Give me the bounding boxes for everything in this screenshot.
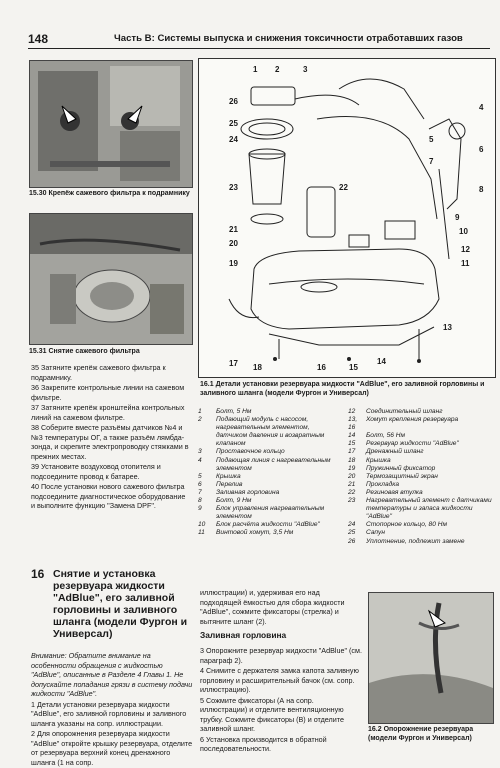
legend-item [348,489,494,497]
legend-text: Крышка [366,456,391,464]
legend-number: 24 [348,521,356,529]
legend-item [198,473,334,481]
legend-item [198,505,334,521]
legend-number: 18 [348,456,356,464]
legend-number: 8 [198,497,202,505]
callout-3: 3 [303,65,308,74]
legend-item [198,416,334,448]
callout-7: 7 [429,157,434,166]
legend-text: Сапун [366,529,385,537]
callout-12: 12 [461,245,470,254]
left-steps [31,363,191,512]
legend-text: Подающая линия с нагревательным элементом [216,456,331,472]
legend-item [348,529,494,537]
section-16-body [31,651,193,768]
legend-item [198,489,334,497]
legend-number: 6 [198,480,202,488]
callout-16: 16 [317,363,326,372]
caption-15-30: 15.30 Крепёж сажевого фильтра к подрамнику [29,190,190,197]
legend-number: 15 [348,440,356,448]
section-number: 16 [31,567,45,581]
photo-15-30 [29,60,193,188]
legend-text: Болт, 9 Нм [216,497,252,505]
callout-11: 11 [461,259,470,268]
legend-number: 11 [198,529,205,537]
legend-item [198,481,334,489]
callout-10: 10 [459,227,468,236]
legend-text: Блок управления нагревательным элементом [216,505,325,521]
step-36: 36 Закрепите контрольные линии на сажевом фильтре. [31,383,185,402]
legend-text: Хомут крепления резервуара [366,416,459,424]
middle-text [200,588,362,627]
photo-15-30-illustration [30,61,192,187]
legend-item [348,521,494,529]
section-title: Снятие и установка резервуара жидкости "AdBlue", его заливной горловины и заливного шланга (модели Фургон и Универсал) [53,568,188,640]
legend-text: Стопорное кольцо, 80 Нм [366,521,447,529]
callout-20: 20 [229,239,238,248]
callout-18: 18 [253,363,262,372]
callout-6: 6 [479,145,484,154]
exploded-diagram-16-1 [198,58,496,378]
legend-number: 21 [348,480,356,488]
step-40: 40 После установки нового сажевого фильтра подсоедините диагностическое оборудование и выполните функцию "Замена DPF". [31,482,186,510]
callout-9: 9 [455,213,460,222]
warning-text: Внимание: Обратите внимание на особенности обращения с жидкостью "AdBlue", описанные в Разделе 4 Главы 1. Не допускайте попадания грязи в систему подачи жидкости "AdBlue". [31,651,193,698]
legend-number: 5 [198,472,202,480]
legend-number: 26 [348,537,356,545]
running-head: Часть В: Системы выпуска и снижения токсичности отработавших газов [114,33,463,44]
legend-item [198,529,334,537]
legend-item [348,408,494,416]
photo-16-2 [368,592,494,724]
continuation-text: иллюстрации) и, удерживая его над подходящей ёмкостью для сбора жидкости "AdBlue", сожмите фиксаторы (стрелка) и вытяните шланг (2). [200,588,345,626]
step-39: 39 Установите воздуховод отопителя и подсоедините провод к батарее. [31,462,161,481]
page-number: 148 [28,32,49,46]
legend-text: Дренажный шланг [366,448,424,456]
legend-text: Крышка [216,472,241,480]
mid-step-3: 3 Опорожните резервуар жидкости "AdBlue" (см. параграф 2). [200,646,362,665]
legend-item [348,448,494,456]
legend-item [348,481,494,489]
legend-item [348,457,494,465]
legend-text: Подающий модуль с насосом, нагревательным элементом, датчиком давления и возвратным клапаном [216,416,325,448]
caption-15-31: 15.31 Снятие сажевого фильтра [29,348,140,355]
legend-left-column [198,408,334,538]
legend-text: Заливная горловина [216,488,280,496]
legend-number: 4 [198,456,202,464]
photo-15-31-illustration [30,214,192,344]
legend-item [348,473,494,481]
callout-22: 22 [339,183,348,192]
legend-number: 25 [348,529,356,537]
legend-number: 2 [198,416,202,424]
filler-neck-steps [200,646,362,755]
callout-1: 1 [253,65,258,74]
legend-text: Блок расчёта жидкости "AdBlue" [216,521,320,529]
callout-5: 5 [429,135,434,144]
legend-item [348,465,494,473]
callout-14: 14 [377,357,386,366]
legend-number: 10 [198,521,206,529]
caption-16-1: 16.1 Детали установки резервуара жидкости "AdBlue", его заливной горловины и заливного шланга (модели Фургон и Универсал) [200,381,485,397]
legend-item [198,408,334,416]
sec16-step-1: 1 Детали установки резервуара жидкости "AdBlue", его заливной горловины и заливного шланга указаны на сопр. иллюстрации. [31,699,187,728]
callout-8: 8 [479,185,484,194]
step-37: 37 Затяните крепёж кронштейна контрольных линий на сажевом фильтре. [31,403,185,422]
mid-step-6: 6 Установка производится в обратной последовательности. [200,734,327,753]
mid-step-5: 5 Сожмите фиксаторы (А на сопр. иллюстрации) и отделите вентиляционную трубку. Сожмите фиксаторы (В) и отделите заливной шланг. [200,695,344,733]
legend-number: 13, 16 [348,416,358,432]
legend-text: Прокладка [366,480,400,488]
legend-number: 1 [198,408,202,415]
legend-text: Соединительный шланг [366,408,443,415]
legend-item [198,448,334,456]
callout-2: 2 [275,65,280,74]
callout-21: 21 [229,225,238,234]
legend-number: 20 [348,472,356,480]
legend-text: Термозащитный экран [366,472,438,480]
legend-number: 9 [198,505,202,513]
legend-number: 17 [348,448,356,456]
legend-text: Болт, 56 Нм [366,432,406,440]
page-header [28,32,490,49]
step-38: 38 Соберите вместе разъёмы датчиков №4 и №3 температуры ОГ, а также разъём лямбда-зонда, и скрепите электропроводку стяжками в прежних местах. [31,423,189,461]
mid-step-4: 4 Снимите с держателя замка капота заливную горловину и расширительный бачок (см. сопр. иллюстрацию). [200,666,359,694]
legend-text: Резиновая втулка [366,488,423,496]
legend-text: Резервуар жидкости "AdBlue" [366,440,459,448]
caption-16-2: 16.2 Опорожнение резервуара (модели Фургон и Универсал) [368,726,474,742]
sec16-step-2: 2 Для опорожнения резервуара жидкости "AdBlue" откройте крышку резервуара, отделите от резервуара верхний конец дренажного шланга (1 на сопр. [31,729,193,767]
section-16-heading [31,568,197,638]
legend-item [348,416,494,432]
legend-number: 22 [348,488,356,496]
callout-4: 4 [479,103,484,112]
legend-item [348,497,494,521]
legend-right-column [348,408,494,546]
callout-13: 13 [443,323,452,332]
legend-item [198,497,334,505]
callout-26: 26 [229,97,238,106]
legend-text: Винтовой хомут, 3,5 Нм [216,529,294,537]
legend-item [348,538,494,546]
legend-number: 12 [348,408,356,415]
photo-15-31 [29,213,193,345]
legend-text: Перелив [216,480,243,488]
subhead-filler-neck: Заливная горловина [200,630,287,640]
callout-24: 24 [229,135,238,144]
legend-number: 14 [348,432,356,440]
legend-text: Проставочное кольцо [216,448,285,456]
photo-16-2-illustration [369,593,493,723]
callout-19: 19 [229,259,238,268]
legend-text: Нагревательный элемент с датчиками температуры и запаса жидкости "AdBlue" [366,497,492,521]
legend-number: 19 [348,464,356,472]
legend-text: Пружинный фиксатор [366,464,436,472]
callout-15: 15 [349,363,358,372]
legend-number: 3 [198,448,202,456]
legend-text: Уплотнение, подлежит замене [366,537,465,545]
legend-text: Болт, 5 Нм [216,408,252,415]
callout-23: 23 [229,183,238,192]
step-35: 35 Затяните крепёж сажевого фильтра к подрамнику. [31,363,166,382]
legend-number: 23 [348,497,356,505]
callout-25: 25 [229,119,238,128]
legend-number: 7 [198,488,202,496]
callout-17: 17 [229,359,238,368]
legend-item [198,457,334,473]
